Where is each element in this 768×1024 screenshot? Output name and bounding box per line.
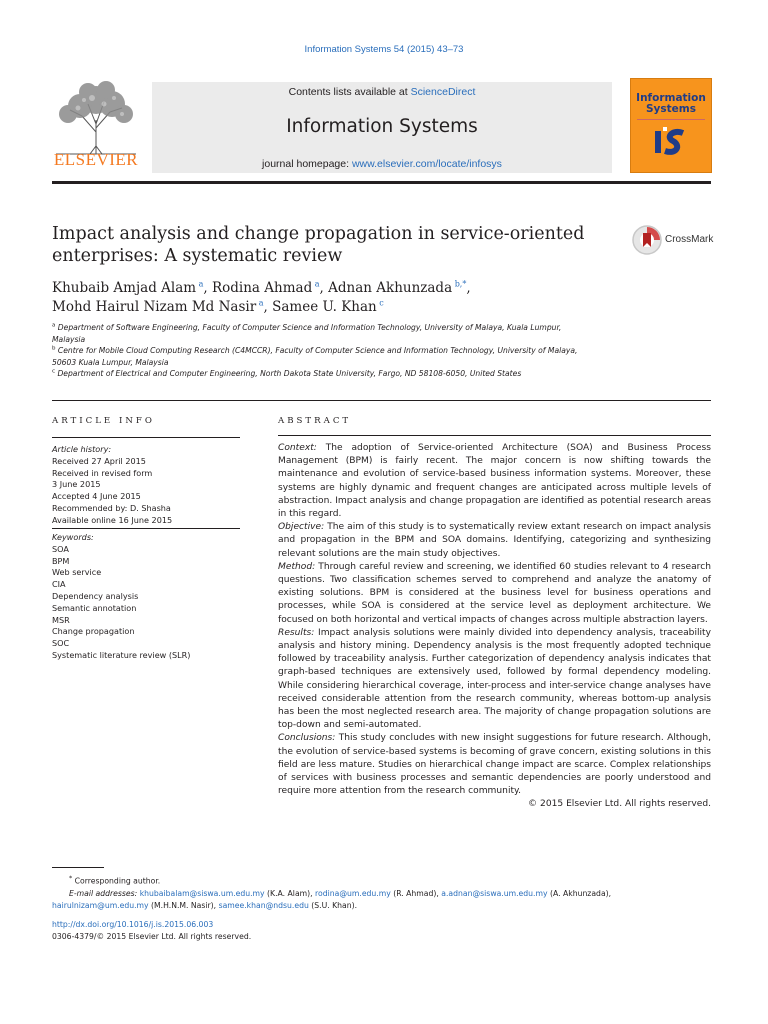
corresponding-mark: * [69,874,73,882]
affiliation-item [52,368,652,380]
author-name[interactable]: Adnan Akhunzada [328,280,453,296]
history-item: 3 June 2015 [52,479,101,490]
history-item: Received 27 April 2015 [52,455,146,466]
history-item: Recommended by: D. Shasha [52,502,171,513]
masthead-banner [152,82,612,173]
author-affiliation-mark[interactable]: b,* [454,279,467,289]
article-history [52,444,240,527]
author-name[interactable]: Rodina Ahmad [211,280,313,296]
doi-link[interactable]: http://dx.doi.org/10.1016/j.is.2015.06.003 [52,920,214,929]
affiliation-item [52,322,652,334]
abstract-copyright: © 2015 Elsevier Ltd. All rights reserved. [528,799,711,810]
email-owner: (K.A. Alam), [264,888,316,898]
email-link[interactable]: a.adnan@siswa.um.edu.my [441,888,548,898]
affiliation-mark: a [52,322,56,329]
crossmark-button[interactable] [631,224,715,256]
keyword-item: BPM [52,555,70,566]
author-affiliation-mark[interactable]: a [314,279,320,289]
footnotes [52,872,711,912]
article-title [52,223,612,267]
author-name[interactable]: Samee U. Khan [272,299,377,315]
article-info-rule [52,437,240,438]
abstract-method [278,561,711,627]
abstract-section-label: Method: [278,561,316,572]
history-item: Received in revised form [52,467,153,478]
cover-title-line1: Information [636,92,706,104]
history-item: Available online 16 June 2015 [52,514,173,525]
abstract-context [278,442,711,521]
email-line [52,888,711,900]
email-link[interactable]: rodina@um.edu.my [315,888,391,898]
crossmark-icon [631,224,663,256]
affiliation-text: Malaysia [52,334,86,344]
affiliation-list [52,322,652,380]
author-name[interactable]: Khubaib Amjad Alam [52,280,197,296]
journal-cover[interactable] [630,78,712,173]
author-affiliation-mark[interactable]: c [379,298,384,308]
keywords-label: Keywords: [52,532,94,542]
abstract-conclusions [278,732,711,798]
keyword-item: SOA [52,543,69,554]
email-link[interactable]: samee.khan@ndsu.edu [218,900,309,910]
homepage-line [152,158,612,170]
journal-citation[interactable]: Information Systems 54 (2015) 43–73 [304,44,464,55]
elsevier-logo [52,80,140,176]
elsevier-tree-icon [52,80,140,156]
email-owner: (S.U. Khan). [308,900,358,910]
affiliation-mark: c [52,368,56,375]
masthead-rule [52,181,711,184]
abstract-rule [278,435,711,436]
email-owner: (R. Ahmad), [390,888,442,898]
abstract-section-text: The adoption of Service-oriented Architecture (SOA) and Business Process Management (BPM) is fairly recent. The major concern is now shifting towards the maintenance and evolution of service-based business information systems. Moreover, these systems are highly dynamic and frequent changes are anticipated across multiple levels of abstraction. Impact analysis and change propagation are identified as potential research areas in this regard. [278,443,711,520]
abstract-body [278,442,711,812]
abstract-section-text: Impact analysis solutions were mainly divided into dependency analysis, traceability analysis and history mining. Dependency analysis is the most frequently adopted technique followed by traceability analysis. Further categorization of dependency analysis indicates that graph-based techniques are extensively used, followed by formal dependency modeling. While considering hierarchical coverage, inter-process and inter-service change analyses have received considerable attention from the research community, whereas bottom-up analysis has been the most neglected research area. The majority of change propagation solutions are top-down and semi-automated. [278,627,711,731]
abstract-section-text: Through careful review and screening, we identified 60 studies relevant to 4 research questions. Two classification schemes served to comprehend and analyze the anatomy of existing solutions. BPM is considered at the business level for business operations and processes, while SOA is considered at the service level as deployment architecture. We focused on both horizontal and vertical impacts of changes across multiple abstraction layers. [278,561,711,625]
keyword-item: SOC [52,638,70,649]
article-title-line2: enterprises: A systematic review [52,246,343,266]
author-list [52,279,612,317]
footnote-rule [52,867,104,868]
history-item: Accepted 4 June 2015 [52,491,141,502]
abstract-objective [278,521,711,561]
email-link[interactable]: hairulnizam@um.edu.my [52,900,149,910]
affiliation-text: Department of Software Engineering, Faculty of Computer Science and Information Technology, University of Malaya, Kuala Lumpur, [57,323,562,332]
journal-masthead [52,78,712,180]
abstract-section-label: Objective: [278,522,325,533]
corresponding-text: Corresponding author. [74,876,161,886]
keyword-item: Semantic annotation [52,602,137,613]
keyword-list [52,532,240,662]
author-separator: , [319,280,329,296]
keyword-item: MSR [52,614,70,625]
abstract-section-label: Results: [278,627,315,638]
keyword-item: Systematic literature review (SLR) [52,649,191,660]
affiliation-mark: b [52,345,56,352]
keyword-item: Change propagation [52,626,135,637]
abstract-heading: ABSTRACT [278,416,352,426]
elsevier-wordmark: ELSEVIER [53,150,139,169]
cover-title-line2: Systems [646,103,696,115]
abstract-section-text: The aim of this study is to systematically review extant research on impact analysis and propagation in the BPM and SOA domains. Identifying, categorizing and synthesizing relevant solutions are the main study objectives. [278,522,711,559]
abstract-results [278,627,711,733]
abstract-section-label: Context: [278,443,317,453]
keyword-item: CIA [52,579,66,590]
affiliation-item [52,357,652,369]
author-separator: , [466,280,471,296]
affiliation-item [52,345,652,357]
issn-line: 0306-4379/© 2015 Elsevier Ltd. All rights reserved. [52,932,252,941]
crossmark-label: CrossMark [665,234,714,245]
author-affiliation-mark[interactable]: a [258,298,264,308]
email-label: E-mail addresses: [69,888,138,898]
email-line [52,900,711,912]
sciencedirect-link[interactable]: ScienceDirect [410,86,476,98]
cover-is-logo-icon [653,127,691,157]
article-info-heading: ARTICLE INFO [52,416,155,426]
affiliation-text: 50603 Kuala Lumpur, Malaysia [52,357,169,367]
journal-title: Information Systems [286,116,478,137]
article-history-label: Article history: [52,444,112,454]
author-name[interactable]: Mohd Hairul Nizam Md Nasir [52,299,257,315]
journal-homepage-link[interactable]: www.elsevier.com/locate/infosys [351,158,502,170]
author-separator: , [263,299,273,315]
email-link[interactable]: khubaibalam@siswa.um.edu.my [139,888,265,898]
cover-title [631,93,711,115]
contents-line [152,86,612,98]
author-affiliation-mark[interactable]: a [198,279,204,289]
abstract-section-label: Conclusions: [278,733,336,744]
keyword-item: Web service [52,567,102,578]
corresponding-author-note [52,872,711,888]
section-divider [52,400,711,401]
keyword-item: Dependency analysis [52,590,139,601]
email-owner: (M.H.N.M. Nasir), [148,900,219,910]
cover-rule [637,119,705,120]
keywords-rule [52,528,240,529]
affiliation-item [52,334,652,346]
abstract-section-text: This study concludes with new insight suggestions for future research. Although, the evolution of service-based systems is becoming of grave concern, existing solutions in this field are less mature. Studies on hierarchical change impact are scarce. Complex relationships of services with business processes and semantic dependencies are poorly understood and require more attention from the research community. [278,733,711,797]
homepage-prefix: journal homepage: [262,158,352,170]
affiliation-text: Department of Electrical and Computer Engineering, North Dakota State University, Fargo, ND 58108-6050, United States [57,369,522,379]
contents-prefix: Contents lists available at [288,86,411,98]
email-owner: (A. Akhunzada), [547,888,612,898]
author-separator: , [203,280,212,296]
article-title-line1: Impact analysis and change propagation in service-oriented [52,224,585,244]
affiliation-text: Centre for Mobile Cloud Computing Research (C4MCCR), Faculty of Computer Science and Information Technology, University of Malaya, [57,346,578,356]
